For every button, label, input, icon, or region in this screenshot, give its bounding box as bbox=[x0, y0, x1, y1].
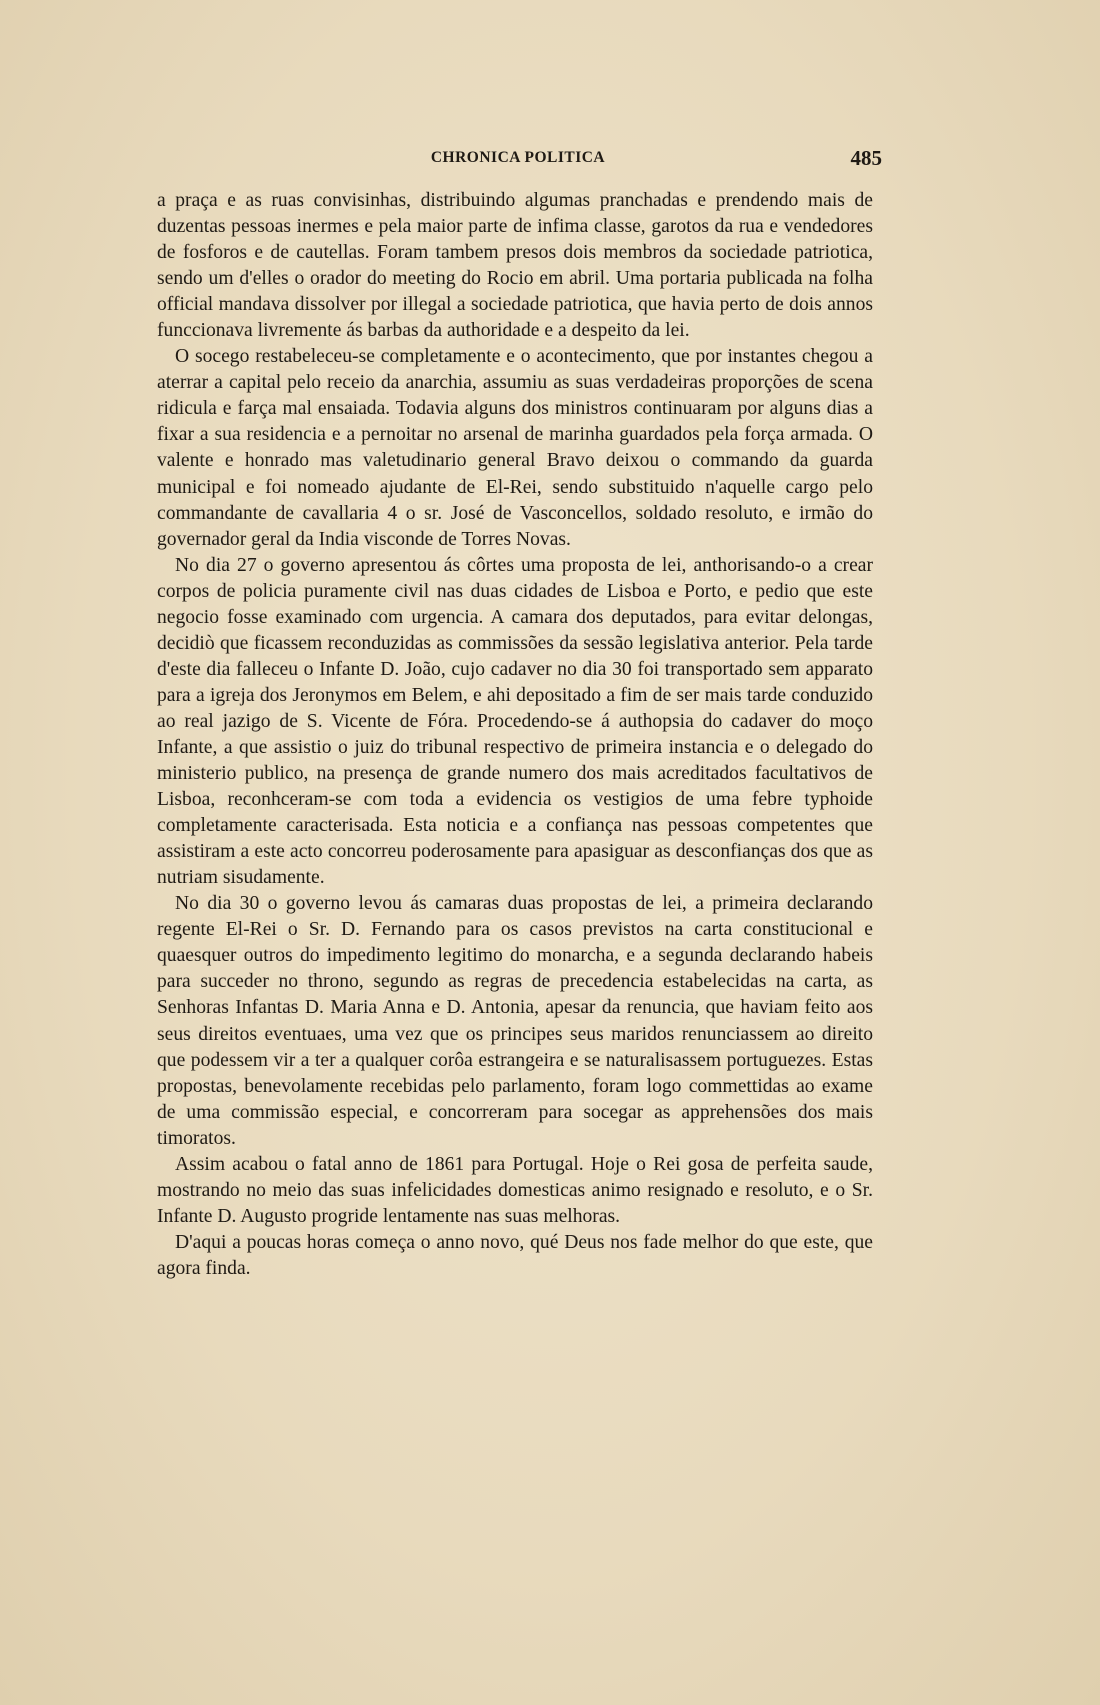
page-number: 485 bbox=[850, 146, 882, 170]
body-text bbox=[157, 188, 873, 1282]
paragraph: Assim acabou o fatal anno de 1861 para Portugal. Hoje o Rei gosa de perfeita saude, mostrando no meio das suas infelicidades domesticas animo resignado e resoluto, e o Sr. Infante D. Augusto progride lentamente nas suas melhoras. bbox=[157, 1153, 873, 1227]
paragraph: a praça e as ruas convisinhas, distribuindo algumas pranchadas e prendendo mais de duzentas pessoas inermes e pela maior parte de infima classe, garotos da rua e vendedores de fosforos e de cautellas. Foram tambem presos dois membros da sociedade patriotica, sendo um d'elles o orador do meeting do Rocio em abril. Uma portaria publicada na folha official mandava dissolver por illegal a sociedade patriotica, que havia perto de dois annos funccionava livremente ás barbas da authoridade e a despeito da lei. bbox=[157, 190, 873, 342]
paragraph: No dia 27 o governo apresentou ás côrtes uma proposta de lei, anthorisando-o a crear corpos de policia puramente civil nas duas cidades de Lisboa e Porto, e pedio que este negocio fosse examinado com urgencia. A camara dos deputados, para evitar delongas, decidiò que ficassem reconduzidas as commissões da sessão legislativa anterior. Pela tarde d'este dia falleceu o Infante D. João, cujo cadaver no dia 30 foi transportado sem apparato para a igreja dos Jeronymos em Belem, e ahi depositado a fim de ser mais tarde conduzido ao real jazigo de S. Vicente de Fóra. Procedendo-se á authopsia do cadaver do moço Infante, a que assistio o juiz do tribunal respectivo de primeira instancia e o delegado do ministerio publico, na presença de grande numero dos mais acreditados facultativos de Lisboa, reconhceram-se com toda a evidencia os vestigios de uma febre typhoide completamente caracterisada. Esta noticia e a confiança nas pessoas competentes que assistiram a este acto concorreu poderosamente para apasiguar as desconfianças dos que as nutriam sisudamente. bbox=[157, 554, 873, 889]
page-header bbox=[154, 146, 882, 172]
paragraph: D'aqui a poucas horas começa o anno novo, qué Deus nos fade melhor do que este, que agora finda. bbox=[157, 1231, 873, 1279]
paragraph: O socego restabeleceu-se completamente e o acontecimento, que por instantes chegou a aterrar a capital pelo receio da anarchia, assumiu as suas verdadeiras proporções de scena ridicula e farça mal ensaiada. Todavia alguns dos ministros continuaram por alguns dias a fixar a sua residencia e a pernoitar no arsenal de marinha guardados pela força armada. O valente e honrado mas valetudinario general Bravo deixou o commando da guarda municipal e foi nomeado ajudante de El-Rei, sendo substituido n'aquelle cargo pelo commandante de cavallaria 4 o sr. José de Vasconcellos, soldado resoluto, e irmão do governador geral da India visconde de Torres Novas. bbox=[157, 346, 873, 550]
paragraph: No dia 30 o governo levou ás camaras duas propostas de lei, a primeira declarando regente El-Rei o Sr. D. Fernando para os casos previstos na carta constitucional e quaesquer outros do impedimento legitimo do monarcha, e a segunda declarando habeis para succeder no throno, segundo as regras de precedencia estabelecidas na carta, as Senhoras Infantas D. Maria Anna e D. Antonia, apesar da renuncia, que haviam feito aos seus direitos eventuaes, uma vez que os principes seus maridos renunciassem ao direito que podessem vir a ter a qualquer corôa estrangeira e se naturalisassem portuguezes. Estas propostas, benevolamente recebidas pelo parlamento, foram logo commettidas ao exame de uma commissão especial, e concorreram para socegar as apprehensões dos mais timoratos. bbox=[157, 893, 873, 1149]
running-title: CHRONICA POLITICA bbox=[430, 149, 606, 166]
